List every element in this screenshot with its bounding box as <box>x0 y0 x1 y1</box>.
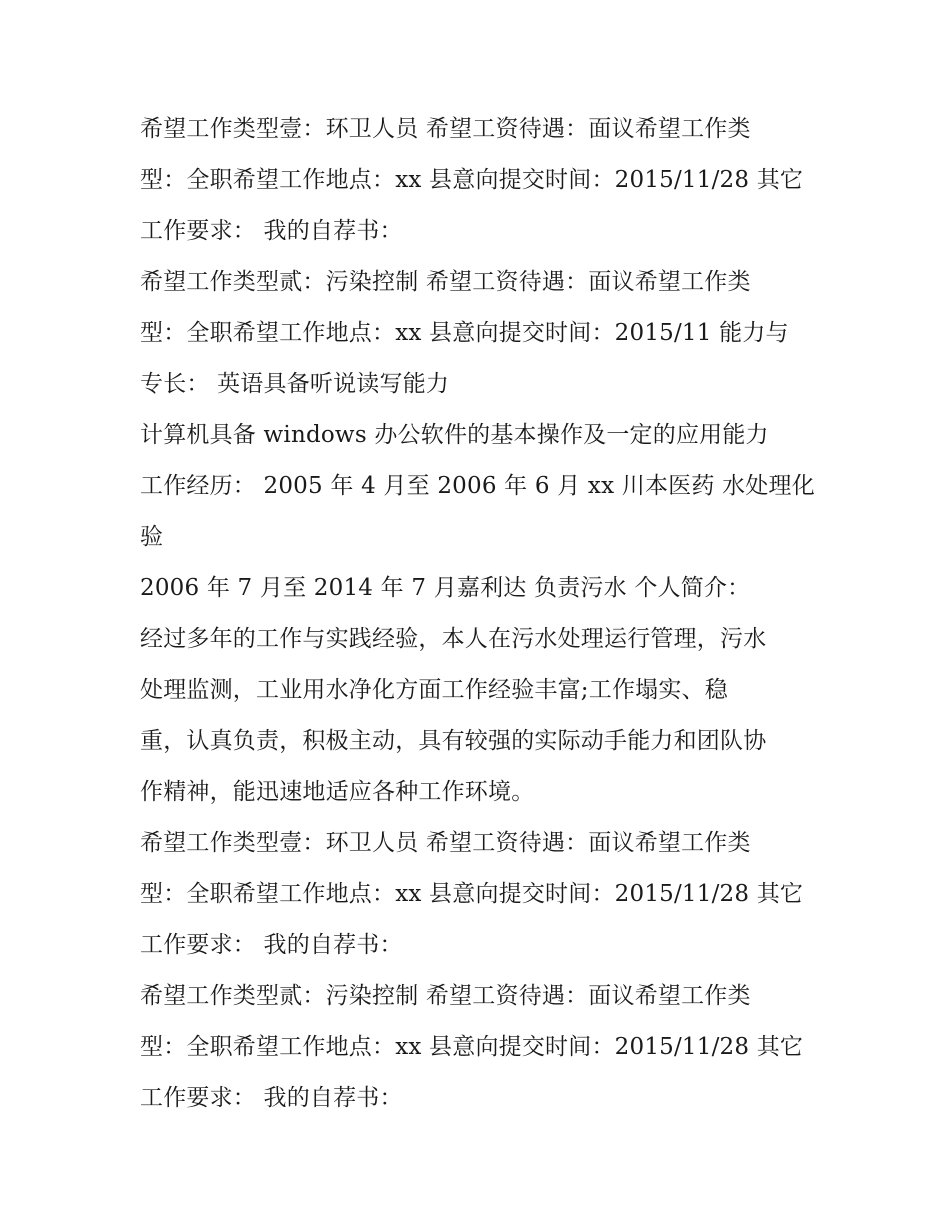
document-body <box>140 104 820 1124</box>
text-line: 2006 年 7 月至 2014 年 7 月嘉利达 负责污水 个人简介： <box>140 575 751 601</box>
text-line: 型：全职希望工作地点：xx 县意向提交时间：2015/11/28 其它 <box>140 881 804 907</box>
text-line: 工作要求： 我的自荐书： <box>140 1085 403 1111</box>
text-line: 希望工作类型贰：污染控制 希望工资待遇：面议希望工作类 <box>140 983 751 1009</box>
text-line: 型：全职希望工作地点：xx 县意向提交时间：2015/11/28 其它 <box>140 1034 804 1060</box>
text-line: 型：全职希望工作地点：xx 县意向提交时间：2015/11 能力与 <box>140 320 789 346</box>
text-line: 希望工作类型壹：环卫人员 希望工资待遇：面议希望工作类 <box>140 830 751 856</box>
text-line: 专长： 英语具备听说读写能力 <box>140 371 450 397</box>
text-line: 重，认真负责，积极主动，具有较强的实际动手能力和团队协 <box>140 728 767 754</box>
text-line: 希望工作类型贰：污染控制 希望工资待遇：面议希望工作类 <box>140 269 751 295</box>
text-line: 希望工作类型壹：环卫人员 希望工资待遇：面议希望工作类 <box>140 116 751 142</box>
text-line: 工作要求： 我的自荐书： <box>140 932 403 958</box>
text-line: 处理监测，工业用水净化方面工作经验丰富;工作塌实、稳 <box>140 677 728 703</box>
text-line: 工作要求： 我的自荐书： <box>140 218 403 244</box>
text-line: 作精神，能迅速地适应各种工作环境。 <box>140 779 535 805</box>
text-line: 经过多年的工作与实践经验，本人在污水处理运行管理，污水 <box>140 626 767 652</box>
text-line: 型：全职希望工作地点：xx 县意向提交时间：2015/11/28 其它 <box>140 167 804 193</box>
text-line: 计算机具备 windows 办公软件的基本操作及一定的应用能力 <box>140 422 769 448</box>
text-line: 工作经历： 2005 年 4 月至 2006 年 6 月 xx 川本医药 水处理化 <box>140 473 815 499</box>
text-line: 验 <box>140 524 164 550</box>
